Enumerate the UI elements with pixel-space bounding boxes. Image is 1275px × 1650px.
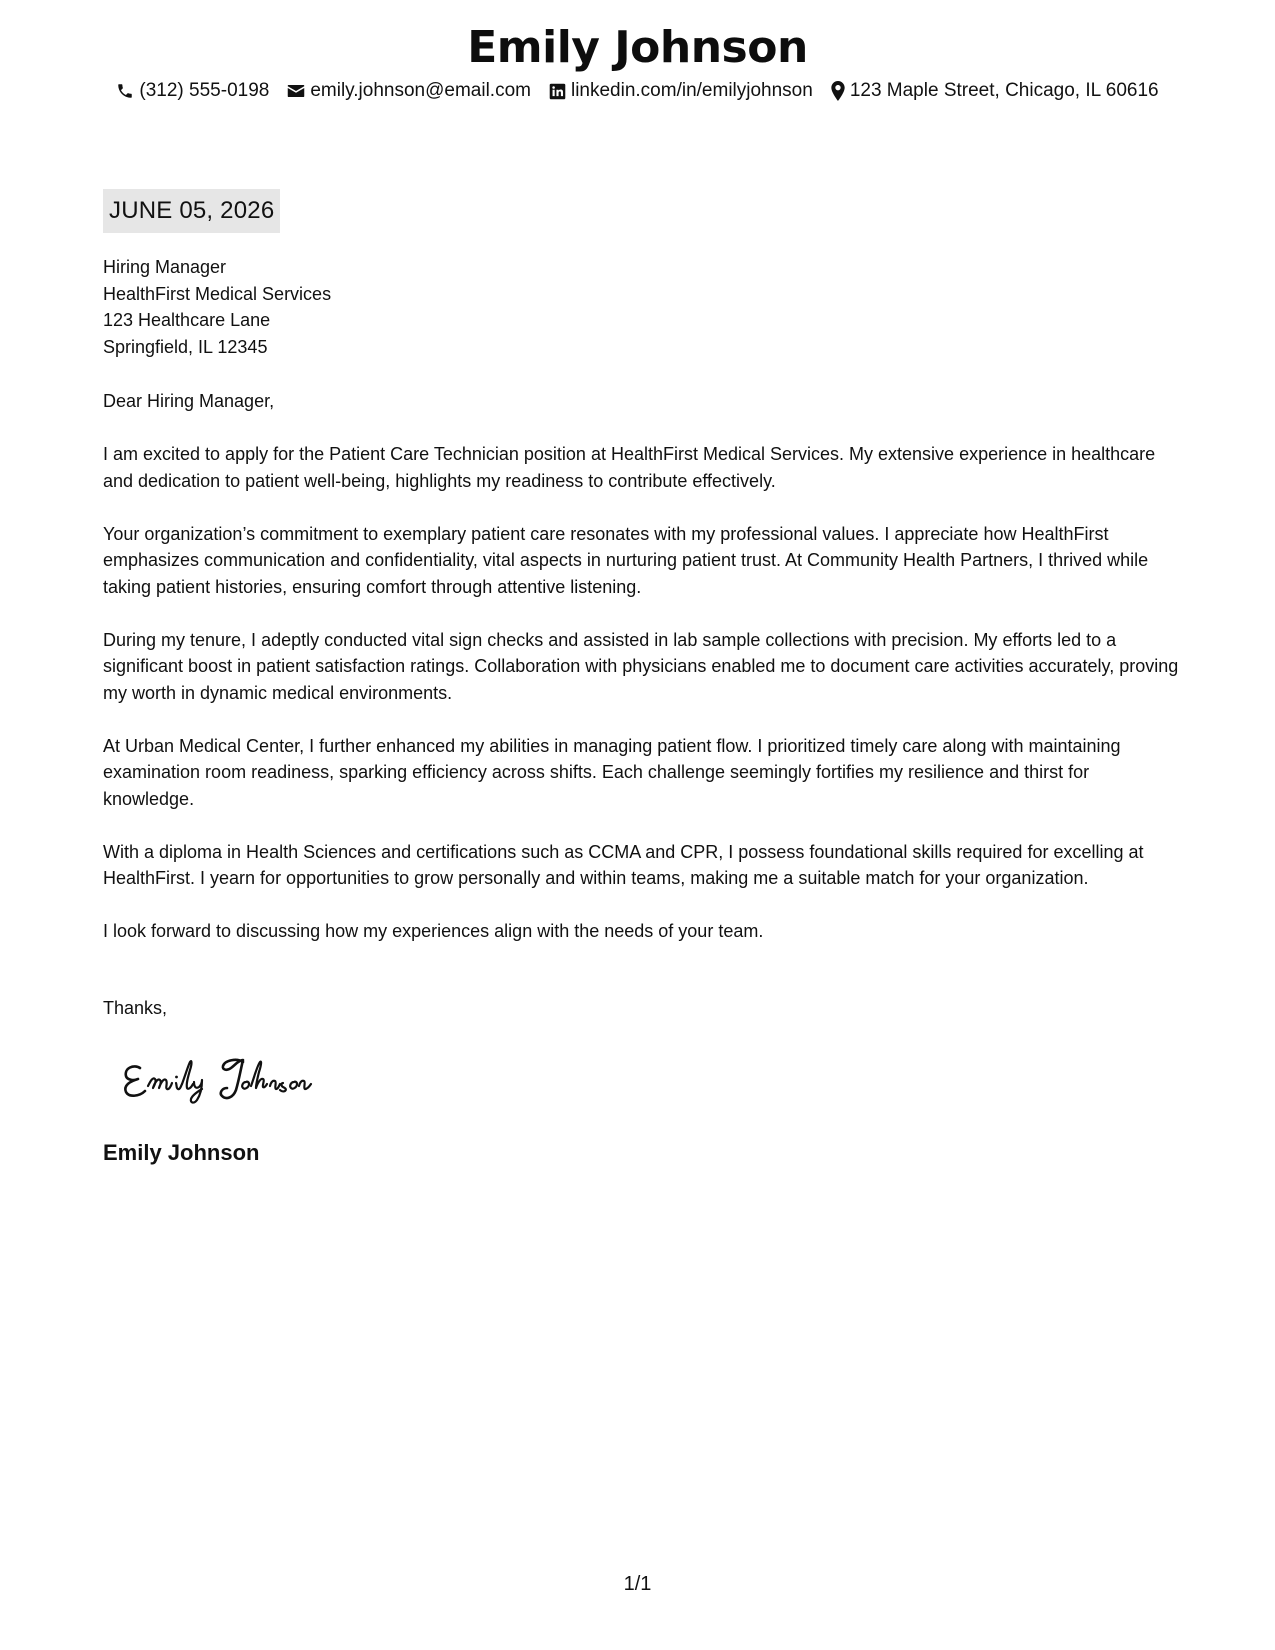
contact-phone [116,78,269,104]
body-paragraph: Your organization’s commitment to exemplary patient care resonates with my professional values. I appreciate how HealthFirst emphasizes communication and confidentiality, vital aspects in nurturing patient trust. At Community Health Partners, I thrived while taking patient histories, ensuring comfort through attentive listening. [103,523,1149,597]
contact-email [287,78,531,104]
phone-icon [116,82,134,100]
letter-date: JUNE 05, 2026 [103,189,280,233]
signer-name: Emily Johnson [103,1140,260,1165]
recipient-city: Springfield, IL 12345 [103,336,268,357]
page-number: 1/1 [623,1573,652,1595]
email-address: emily.johnson@email.com [310,80,531,101]
recipient-title: Hiring Manager [103,257,227,277]
linkedin-url: linkedin.com/in/emilyjohnson [570,80,813,101]
body-paragraph: During my tenure, I adeptly conducted vital sign checks and assisted in lab sample collections with precision. My efforts led to a significant boost in patient satisfaction ratings. Collaboration with physicians enabled me to document care activities accurately, proving my worth in dynamic medical environments. [103,629,1179,703]
phone-number: (312) 555-0198 [139,80,270,101]
handwritten-signature [118,1050,358,1110]
map-marker-icon [831,81,845,101]
contact-address [831,78,1159,104]
body-paragraph: At Urban Medical Center, I further enhanced my abilities in managing patient flow. I prioritized timely care along with maintaining examination room readiness, sparking efficiency across shifts. Each challenge seemingly fortifies my resilience and thirst for knowledge. [103,735,1121,809]
applicant-name-heading: Emily Johnson [467,22,808,73]
street-address: 123 Maple Street, Chicago, IL 60616 [849,80,1159,101]
contact-linkedin [549,78,813,104]
recipient-block [103,254,331,360]
salutation: Dear Hiring Manager, [103,391,275,411]
closing-line: Thanks, [103,998,168,1018]
linkedin-icon [549,83,566,100]
body-paragraph: I am excited to apply for the Patient Care Technician position at HealthFirst Medical Services. My extensive experience in healthcare and dedication to patient well-being, highlights my readiness to contribute effectively. [103,444,1156,491]
body-paragraph: With a diploma in Health Sciences and certifications such as CCMA and CPR, I possess foundational skills required for excelling at HealthFirst. I yearn for opportunities to grow personally and within teams, making me a suitable match for your organization. [103,841,1144,888]
letter-body [103,388,1183,971]
recipient-street: 123 Healthcare Lane [103,310,271,330]
contact-bar [0,78,1275,104]
recipient-company: HealthFirst Medical Services [103,283,332,304]
body-paragraph: I look forward to discussing how my experiences align with the needs of your team. [103,921,764,941]
envelope-icon [287,83,305,99]
